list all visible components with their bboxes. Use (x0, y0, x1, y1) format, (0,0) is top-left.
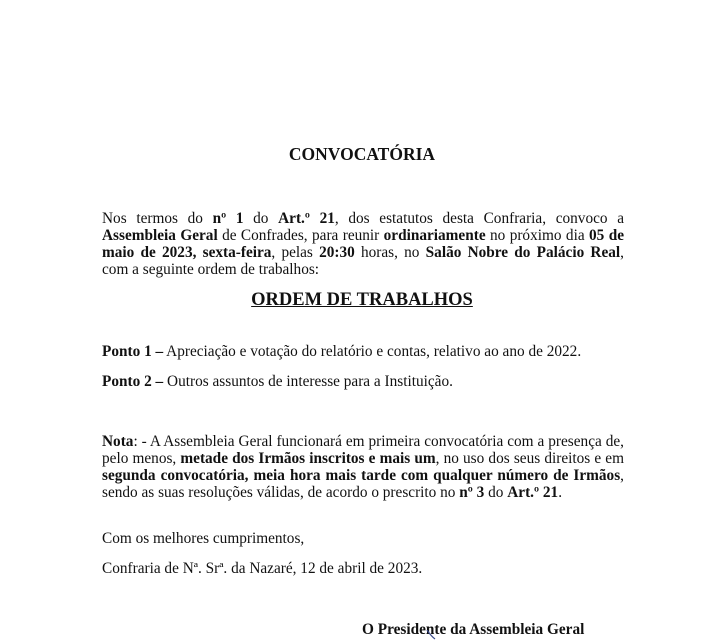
intro-seg: 05 de maio de 2023, sexta-feira (102, 227, 624, 261)
intro-seg: , com a seguinte ordem de trabalhos: (102, 244, 624, 278)
intro-seg: Nos termos do (102, 210, 213, 227)
intro-seg: Assembleia Geral (102, 227, 218, 244)
nota-seg: : - A Assembleia Geral funcionará em primeira convocatória com a presença de, pelo menos, (102, 433, 624, 467)
signature-stroke (425, 630, 445, 640)
intro-seg: 20:30 (319, 244, 355, 261)
agenda-item-2 (102, 373, 624, 390)
intro-paragraph (102, 210, 624, 278)
nota-seg: segunda convocatória, meia hora mais tarde com qualquer número de Irmãos (102, 467, 621, 484)
intro-seg: , pelas (271, 244, 320, 261)
intro-seg: ordinariamente (383, 227, 486, 244)
agenda-item-text: Apreciação e votação do relatório e contas, relativo ao ano de 2022. (163, 343, 582, 360)
intro-seg: , dos estatutos desta Confraria, convoco a (334, 210, 624, 227)
nota-seg: metade dos Irmãos inscritos e mais um (180, 450, 436, 467)
nota-paragraph (102, 433, 624, 501)
nota-seg: . (558, 484, 563, 501)
signature-title: O Presidente da Assembleia Geral (362, 621, 585, 638)
intro-seg: horas, no (354, 244, 426, 261)
nota-seg: , sendo as suas resoluções válidas, de acordo o prescrito no (102, 467, 624, 501)
intro-seg: nº 1 (212, 210, 244, 227)
intro-seg: no próximo dia (485, 227, 589, 244)
document-title: CONVOCATÓRIA (288, 144, 436, 164)
agenda-item-label: Ponto 1 – (102, 343, 164, 360)
closing-line: Com os melhores cumprimentos, (102, 530, 305, 547)
nota-seg: , no uso dos seus direitos e em (435, 450, 624, 467)
nota-seg: do (484, 484, 508, 501)
agenda-item-1 (102, 343, 624, 360)
ordem-heading: ORDEM DE TRABALHOS (251, 290, 473, 310)
place-date-line: Confraria de Nª. Srª. da Nazaré, 12 de abril de 2023. (102, 560, 423, 577)
nota-seg: Art.º 21 (507, 484, 559, 501)
intro-seg: Art.º 21 (278, 210, 335, 227)
agenda-item-text: Outros assuntos de interesse para a Instituição. (163, 373, 453, 390)
intro-seg: do (243, 210, 279, 227)
intro-seg: Salão Nobre do Palácio Real (425, 244, 621, 261)
agenda-item-label: Ponto 2 – (102, 373, 164, 390)
intro-seg: de Confrades, para reunir (217, 227, 384, 244)
nota-seg: nº 3 (459, 484, 485, 501)
nota-seg: Nota (102, 433, 134, 450)
